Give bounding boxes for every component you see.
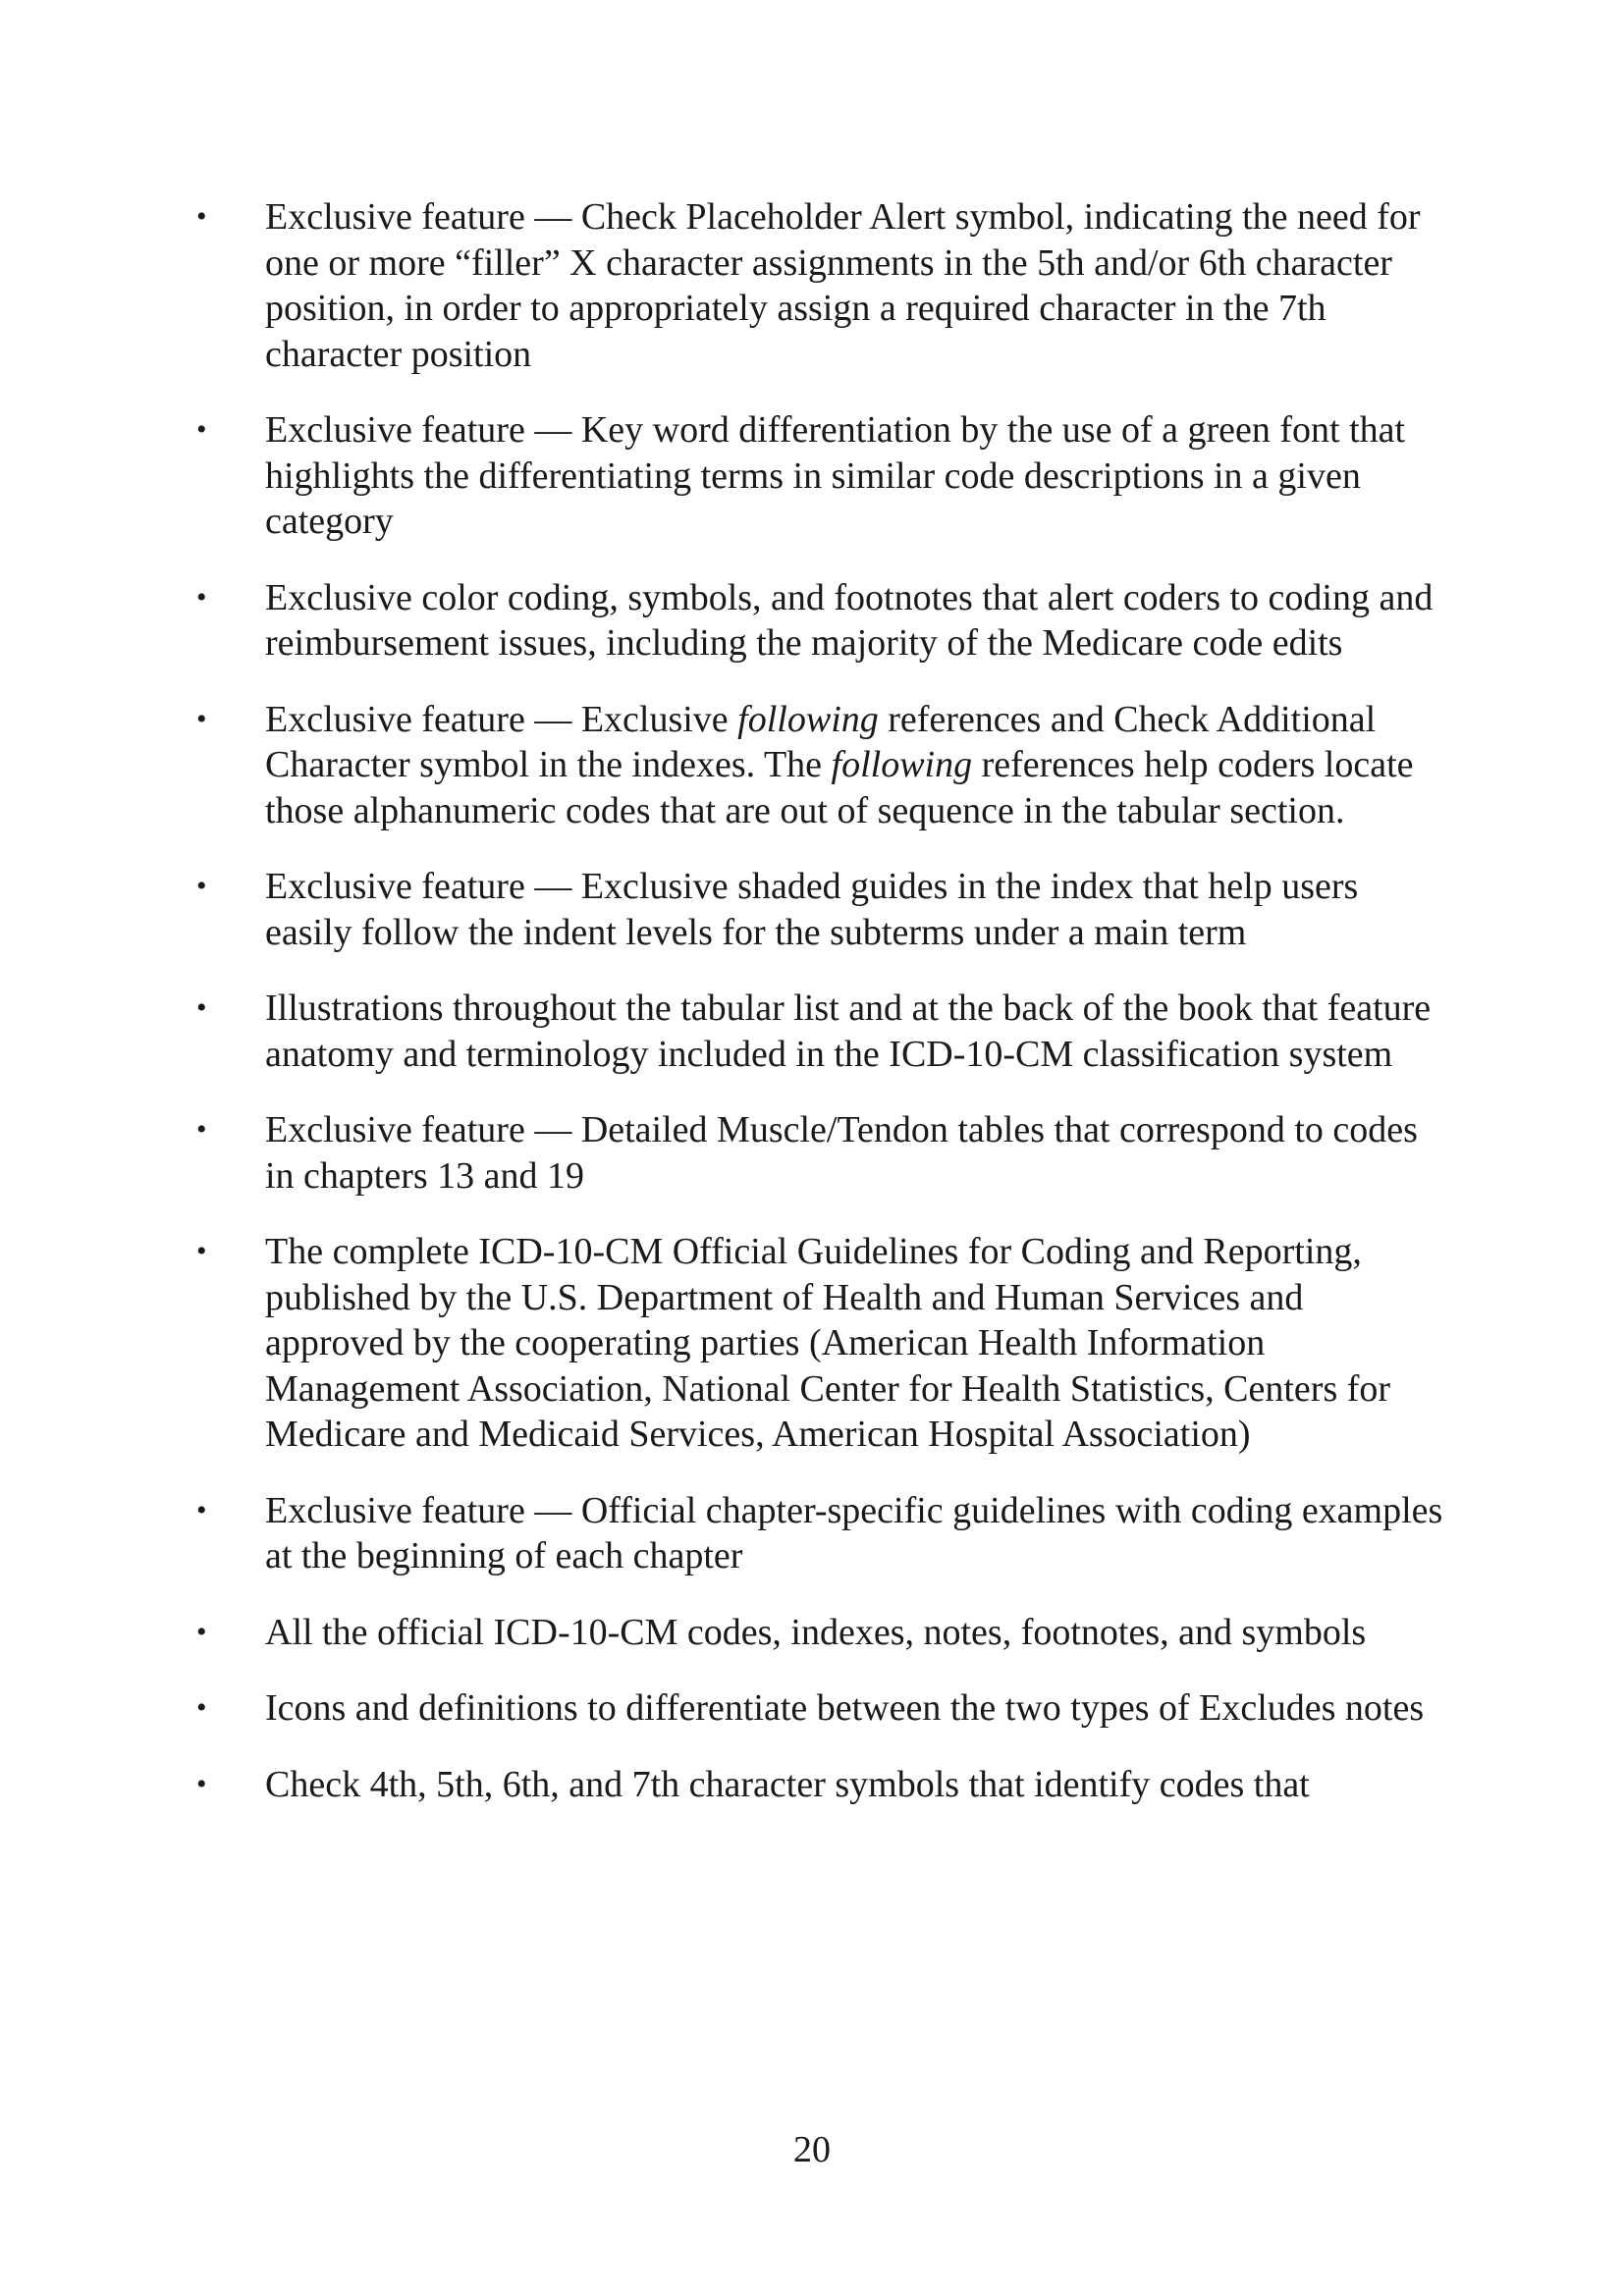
list-item-text bbox=[265, 699, 1414, 831]
bullet-icon: • bbox=[196, 1493, 207, 1526]
list-item bbox=[196, 1107, 1443, 1199]
list-item-text: Exclusive feature — Key word differentiation by the use of a green font that highlights the differentiating terms in similar code descriptions in a given category bbox=[265, 409, 1406, 542]
bullet-icon: • bbox=[196, 1235, 207, 1267]
italic-term: following bbox=[737, 698, 879, 740]
list-item-text: Exclusive feature — Exclusive shaded guides in the index that help users easily follow the indent levels for the subterms under a main term bbox=[265, 866, 1359, 953]
bullet-icon: • bbox=[196, 1767, 207, 1800]
list-item bbox=[196, 575, 1443, 667]
list-item bbox=[196, 1762, 1443, 1808]
list-item bbox=[196, 697, 1443, 834]
list-item bbox=[196, 1229, 1443, 1458]
bullet-icon: • bbox=[196, 702, 207, 735]
list-item bbox=[196, 864, 1443, 955]
list-item bbox=[196, 1488, 1443, 1579]
bullet-icon: • bbox=[196, 413, 207, 446]
list-item-text: Exclusive color coding, symbols, and footnotes that alert coders to coding and reimbursement issues, including the majority of the Medicare code edits bbox=[265, 576, 1434, 664]
list-item-text: Exclusive feature — Check Placeholder Alert symbol, indicating the need for one or more “filler” X character assignments in the 5th and/or 6th character position, in order to appropriately assign a required character in the 7th character position bbox=[265, 196, 1421, 375]
list-item-text: Exclusive feature — Official chapter-specific guidelines with coding examples at the beginning of each chapter bbox=[265, 1489, 1443, 1576]
italic-term: following bbox=[831, 744, 973, 785]
list-item bbox=[196, 194, 1443, 377]
bullet-icon: • bbox=[196, 870, 207, 902]
list-item-text: All the official ICD-10-CM codes, indexes, notes, footnotes, and symbols bbox=[265, 1611, 1367, 1653]
bullet-icon: • bbox=[196, 1691, 207, 1724]
list-item-text: The complete ICD-10-CM Official Guidelines for Coding and Reporting, published by the U.S. Department of Health and Human Services and approved by the cooperating parties (American Health Information Management Association, National Center for Health Statistics, Centers for Medicare and Medicaid Services, American Hospital Association) bbox=[265, 1231, 1391, 1455]
text-segment: references help coders locate those alphanumeric codes that are out of sequence in the tabular section. bbox=[265, 744, 1414, 831]
bullet-icon: • bbox=[196, 991, 207, 1024]
list-item-text: Exclusive feature — Detailed Muscle/Tendon tables that correspond to codes in chapters 13 and 19 bbox=[265, 1109, 1418, 1197]
feature-bullet-list bbox=[196, 194, 1443, 1838]
list-item-text: Illustrations throughout the tabular list and at the back of the book that feature anatomy and terminology included in the ICD-10-CM classification system bbox=[265, 988, 1432, 1075]
list-item bbox=[196, 407, 1443, 545]
list-item bbox=[196, 1610, 1443, 1656]
bullet-icon: • bbox=[196, 1615, 207, 1648]
bullet-icon: • bbox=[196, 200, 207, 233]
list-item bbox=[196, 1685, 1443, 1732]
list-item-text: Check 4th, 5th, 6th, and 7th character symbols that identify codes that bbox=[265, 1763, 1310, 1805]
list-item-text: Icons and definitions to differentiate between the two types of Excludes notes bbox=[265, 1687, 1425, 1729]
bullet-icon: • bbox=[196, 580, 207, 614]
text-segment: references and Check Additional Character symbol in the indexes. The bbox=[265, 698, 1377, 785]
bullet-icon: • bbox=[196, 1113, 207, 1146]
page-number: 20 bbox=[793, 2129, 831, 2170]
text-segment: Exclusive feature — Exclusive bbox=[265, 698, 738, 740]
list-item bbox=[196, 986, 1443, 1077]
